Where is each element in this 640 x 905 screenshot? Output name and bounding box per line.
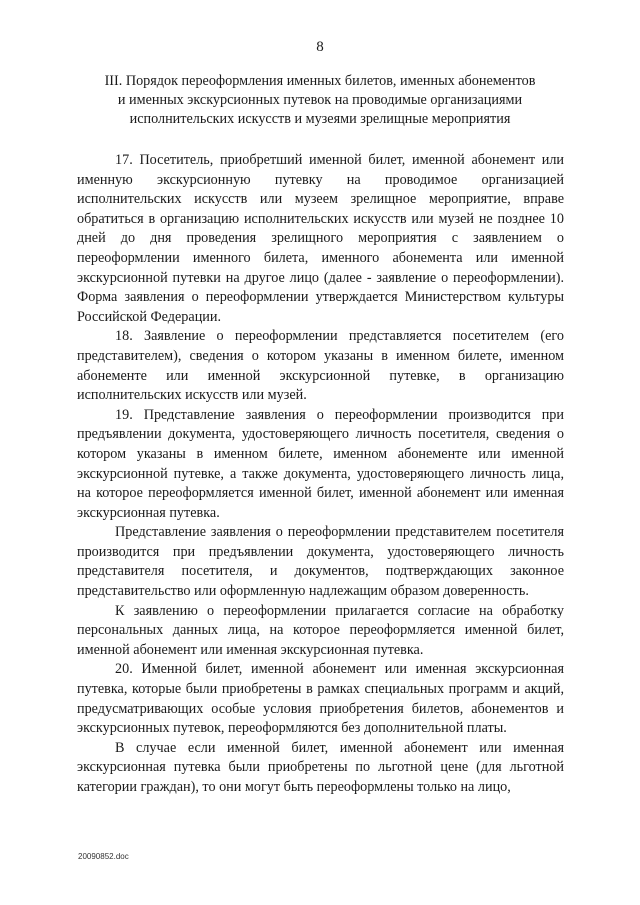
- paragraph-20: 20. Именной билет, именной абонемент или именная экскурсионная путевка, которые были приобретены в рамках специальных программ и акций, предусматривающих особые условия приобретения билетов, абонементов и экскурсионных путевок, переоформляются без дополнительной платы.: [77, 661, 564, 737]
- paragraph-20-discount: В случае если именной билет, именной абонемент или именная экскурсионная путевка были приобретены по льготной цене (для льготной категории граждан), то они могут быть переоформлены только на лицо,: [77, 739, 564, 795]
- section-title-line: и именных экскурсионных путевок на проводимые организациями: [117, 92, 523, 108]
- footer-file-code: 20090852.doc: [78, 852, 129, 861]
- paragraph-19: 19. Представление заявления о переоформлении производится при предъявлении документа, удостоверяющего личность посетителя, сведения о котором указаны в именном билете, именном абонементе или именной экскурсионной путевке, а также документа, удостоверяющего личность лица, на которое переоформляется именной билет, именной абонемент или именная экскурсионная путевка.: [77, 406, 564, 521]
- paragraph-19-consent: К заявлению о переоформлении прилагается согласие на обработку персональных данных лица, на которое переоформляется именной билет, именной абонемент или именная экскурсионная путевка.: [77, 602, 564, 658]
- section-title-line: исполнительских искусств и музеями зрелищные мероприятия: [129, 111, 511, 127]
- page-number: 8: [316, 39, 324, 55]
- paragraph-18: 18. Заявление о переоформлении представляется посетителем (его представителем), сведения о котором указаны в именном билете, именном абонементе или именной экскурсионной путевке, в организацию исполнительских искусств или музей.: [77, 328, 564, 404]
- document-body: [77, 151, 564, 798]
- section-title: [80, 72, 560, 129]
- section-title-line: III. Порядок переоформления именных билетов, именных абонементов: [104, 73, 536, 89]
- paragraph-17: 17. Посетитель, приобретший именной билет, именной абонемент или именную экскурсионную путевку на проводимое организацией исполнительских искусств или музеем зрелищное мероприятие, вправе обратиться в организацию исполнительских искусств или музей не позднее 10 дней до дня проведения зрелищного мероприятия с заявлением о переоформлении именного билета, именного абонемента или именной экскурсионной путевки на другое лицо (далее - заявление о переоформлении). Форма заявления о переоформлении утверждается Министерством культуры Российской Федерации.: [77, 152, 564, 325]
- paragraph-19-representative: Представление заявления о переоформлении представителем посетителя производится при предъявлении документа, удостоверяющего личность представителя посетителя, и документов, подтверждающих законное представительство или оформленную надлежащим образом доверенность.: [77, 524, 564, 600]
